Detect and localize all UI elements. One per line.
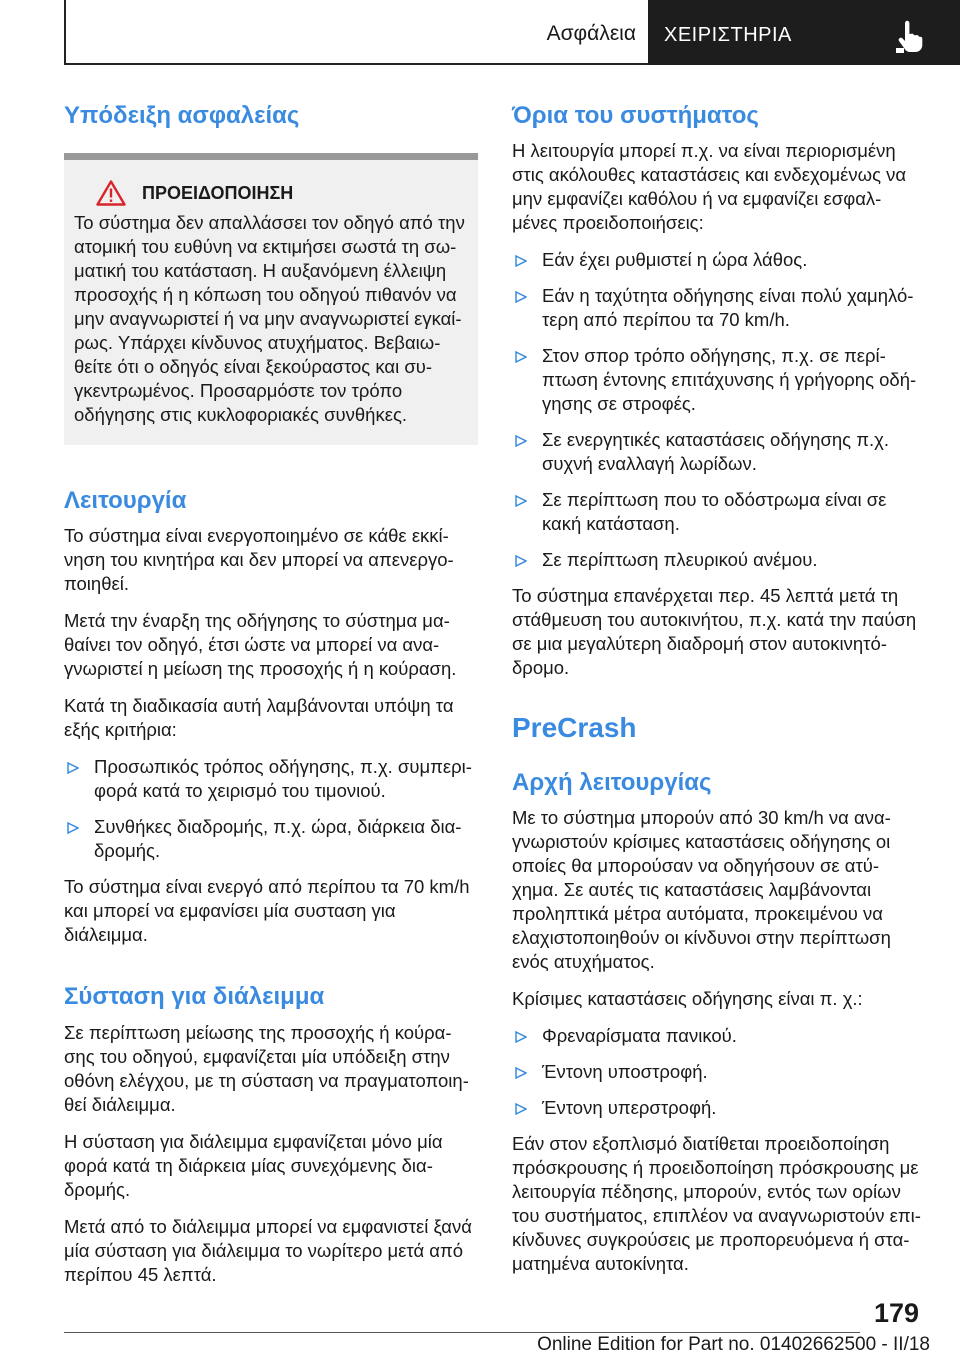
triangle-bullet-icon bbox=[515, 1103, 527, 1115]
paragraph: Κατά τη διαδικασία αυτή λαμβάνονται υπόψη τα εξής κριτήρια: bbox=[64, 695, 454, 741]
triangle-bullet-icon bbox=[515, 1031, 527, 1043]
list-item: Εάν η ταχύτητα οδήγησης είναι πολύ χαμηλό- τερη από περίπου τα 70 km/h. bbox=[512, 284, 926, 332]
paragraph: Σε περίπτωση μείωσης της προσοχής ή κούρα- σης του οδηγού, εμφανίζεται μία υπόδειξη στην οθόνη ελέγχου, με τη σύσταση να πραγματοποιη- θεί διάλειμμα. bbox=[64, 1021, 469, 1115]
list-item: Προσωπικός τρόπος οδήγησης, π.χ. συμπερι- φορά κατά το χειρισμό του τιμονιού. bbox=[64, 755, 478, 803]
paragraph: Κρίσιμες καταστάσεις οδήγησης είναι π. χ.: bbox=[512, 987, 863, 1009]
list-item: Στον σπορ τρόπο οδήγησης, π.χ. σε περί- πτωση έντονης επιτάχυνσης ή γρήγορης οδή- γησης σε στροφές. bbox=[512, 344, 926, 416]
list-item: Εάν έχει ρυθμιστεί η ώρα λάθος. bbox=[512, 248, 926, 272]
paragraph: Το σύστημα επανέρχεται περ. 45 λεπτά μετά τη στάθμευση του αυτοκινήτου, π.χ. κατά την παύση σε μια μεγαλύτερη διαδρομή στον αυτοκινητό- δρομο. bbox=[512, 585, 917, 679]
paragraph: Εάν στον εξοπλισμό διατίθεται προειδοποίηση πρόσκρουσης ή προειδοποίηση πρόσκρουσης με λειτουργία πέδησης, μπορούν, εντός των ορίων του συστήματος, επιπλέον να αναγνωριστούν επι- κίνδυνες συγκρούσεις με προπορευόμενα ή στα- ματημένα αυτοκίνητα. bbox=[512, 1132, 921, 1274]
heading-operating-principle: Αρχή λειτουργίας bbox=[512, 768, 712, 796]
heading-precrash: PreCrash bbox=[512, 712, 637, 744]
list-item: Σε περίπτωση που το οδόστρωμα είναι σε κακή κατάσταση. bbox=[512, 488, 926, 536]
triangle-bullet-icon bbox=[515, 291, 527, 303]
warning-title: ΠΡΟΕΙΔΟΠΟΙΗΣΗ bbox=[142, 182, 294, 203]
list-item: Φρεναρίσματα πανικού. bbox=[512, 1024, 926, 1048]
paragraph: Η λειτουργία μπορεί π.χ. να είναι περιορισμένη στις ακόλουθες καταστάσεις και ενδεχομένως να μην εμφανίζει καθόλου ή να εμφανίζει εσφαλ- μένες προειδοποιήσεις: bbox=[512, 140, 907, 234]
heading-system-limits: Όρια του συστήματος bbox=[512, 102, 759, 129]
list-item: Σε περίπτωση πλευρικού ανέμου. bbox=[512, 548, 926, 572]
paragraph: Μετά από το διάλειμμα μπορεί να εμφανιστεί ξανά μία σύσταση για διάλειμμα το νωρίτερο μετά από περίπου 45 λεπτά. bbox=[64, 1215, 472, 1285]
right-column bbox=[512, 100, 926, 1289]
list-item: Έντονη υπερστροφή. bbox=[512, 1096, 926, 1120]
paragraph: Η σύσταση για διάλειμμα εμφανίζεται μόνο μία φορά κατά τη διάρκεια μίας συνεχόμενης δια- δρομής. bbox=[64, 1130, 443, 1200]
list-item: Σε ενεργητικές καταστάσεις οδήγησης π.χ. συχνή εναλλαγή λωρίδων. bbox=[512, 428, 926, 476]
heading-safety-tip: Υπόδειξη ασφαλείας bbox=[64, 102, 300, 129]
triangle-bullet-icon bbox=[515, 495, 527, 507]
limits-list bbox=[512, 248, 926, 572]
header-rule-bottom bbox=[64, 63, 648, 65]
paragraph: Το σύστημα είναι ενεργοποιημένο σε κάθε εκκί- νηση του κινητήρα και δεν μπορεί να απενεργο- ποιηθεί. bbox=[64, 525, 454, 595]
paragraph: Με το σύστημα μπορούν από 30 km/h να ανα- γνωριστούν κρίσιμες καταστάσεις οδήγησης οι οποίες θα μπορούσαν να οδηγήσουν σε ατύ- χημα. Σε αυτές τις καταστάσεις λαμβάνονται προληπτικά μέτρα αυτόματα, προκειμένου να ελαχιστοποιηθούν οι κίνδυνοι στην περίπτωση ενός ατυχήματος. bbox=[512, 806, 891, 972]
triangle-bullet-icon bbox=[515, 1067, 527, 1079]
triangle-bullet-icon bbox=[67, 822, 79, 834]
warning-text: Το σύστημα δεν απαλλάσσει τον οδηγό από την ατομική του ευθύνη να εκτιμήσει σωστά τη σω- ματική του κατάσταση. Η αυξανόμενη έλλειψη προσοχής ή η κόπωση του οδηγού πιθανόν να μην αναγνωριστεί ή να μην αναγνωριστεί εγκαί- ρως. Υπάρχει κίνδυνος ατυχήματος. Βεβαιω- θείτε ότι ο οδηγός είναι ξεκούραστος και συ- γκεντρωμένος. Προσαρμόστε τον τρόπο οδήγησης στις κυκλοφοριακές συνθήκες. bbox=[74, 212, 465, 426]
paragraph: Μετά την έναρξη της οδήγησης το σύστημα μα- θαίνει τον οδηγό, έτσι ώστε να μπορεί να ανα- γνωριστεί η μείωση της προσοχής ή η κούραση. bbox=[64, 610, 457, 680]
warning-box bbox=[64, 153, 478, 445]
critical-situations-list bbox=[512, 1024, 926, 1120]
page-number: 179 bbox=[874, 1298, 920, 1328]
header-section-title: Ασφάλεια bbox=[546, 22, 636, 45]
triangle-bullet-icon bbox=[515, 435, 527, 447]
footer-rule bbox=[64, 1332, 860, 1333]
triangle-bullet-icon bbox=[515, 351, 527, 363]
header-chapter-title: ΧΕΙΡΙΣΤΗΡΙΑ bbox=[664, 24, 792, 46]
list-item: Έντονη υποστροφή. bbox=[512, 1060, 926, 1084]
warning-triangle-icon bbox=[96, 180, 126, 206]
footer-edition: Online Edition for Part no. 01402662500 - II/18 bbox=[537, 1334, 930, 1355]
heading-function: Λειτουργία bbox=[64, 487, 187, 515]
warning-header bbox=[74, 180, 468, 206]
hand-pointer-icon bbox=[892, 20, 926, 54]
triangle-bullet-icon bbox=[515, 555, 527, 567]
left-column bbox=[64, 100, 478, 1300]
list-item: Συνθήκες διαδρομής, π.χ. ώρα, διάρκεια δια- δρομής. bbox=[64, 815, 478, 863]
criteria-list bbox=[64, 755, 478, 863]
triangle-bullet-icon bbox=[515, 255, 527, 267]
triangle-bullet-icon bbox=[67, 762, 79, 774]
heading-break-recommendation: Σύσταση για διάλειμμα bbox=[64, 983, 325, 1011]
paragraph: Το σύστημα είναι ενεργό από περίπου τα 70 km/h και μπορεί να εμφανίσει μία συσταση για διάλειμμα. bbox=[64, 876, 470, 946]
